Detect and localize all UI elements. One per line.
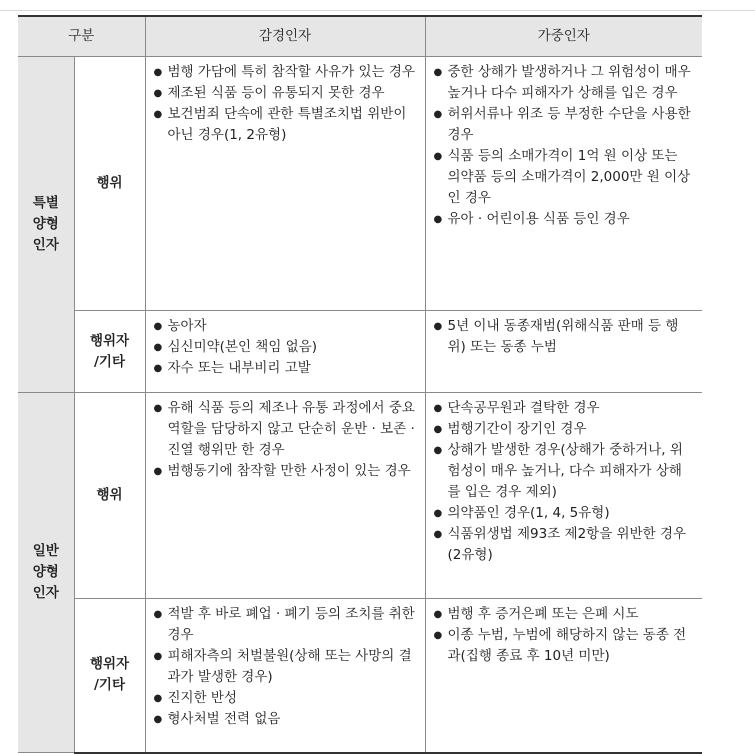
mitigating-cell xyxy=(145,393,425,599)
list-item: ● 의약품인 경우(1, 4, 5유형) xyxy=(434,503,695,524)
list-item: ● 유아 · 어린이용 식품 등인 경우 xyxy=(434,209,695,230)
list-item: ● 보건범죄 단속에 관한 특별조치법 위반이 아닌 경우(1, 2유형) xyxy=(154,104,417,146)
aggravating-cell xyxy=(425,57,702,311)
list-item: ● 자수 또는 내부비리 고발 xyxy=(154,358,417,379)
list-item: ● 범행동기에 참작할 만한 사정이 있는 경우 xyxy=(154,461,417,482)
table-row xyxy=(18,311,702,393)
list-item: ● 농아자 xyxy=(154,316,417,337)
subcategory-line: 행위자 xyxy=(89,332,130,349)
list-item: ● 유해 식품 등의 제조나 유통 과정에서 중요 역할을 담당하지 않고 단순히 운반 · 보존 · 진열 행위만 한 경우 xyxy=(154,398,417,461)
category-special-factors xyxy=(18,57,74,393)
category-general-factors xyxy=(18,393,74,753)
sentencing-factors-table xyxy=(18,15,702,754)
list-item: ● 범행기간이 장기인 경우 xyxy=(434,419,695,440)
aggravating-cell xyxy=(425,599,702,753)
list-item: ● 진지한 반성 xyxy=(154,688,417,709)
subcategory-act xyxy=(74,393,145,599)
list-item: ● 심신미약(본인 책임 없음) xyxy=(154,337,417,358)
mitigating-cell xyxy=(145,57,425,311)
category-line: 양형 xyxy=(32,564,59,580)
category-line: 양형 xyxy=(32,216,59,232)
category-line: 인자 xyxy=(32,237,59,253)
category-line: 인자 xyxy=(32,585,59,601)
mitigating-cell xyxy=(145,311,425,393)
subcategory-line: /기타 xyxy=(93,353,125,370)
top-divider xyxy=(0,10,755,11)
list-item: ● 허위서류나 위조 등 부정한 수단을 사용한 경우 xyxy=(434,104,695,146)
subcategory-actor-other xyxy=(74,311,145,393)
list-item: ● 범행 후 증거은폐 또는 은폐 시도 xyxy=(434,604,695,625)
subcategory-act xyxy=(74,57,145,311)
list-item: ● 이종 누범, 누범에 해당하지 않는 동종 전과(집행 종료 후 10년 미만) xyxy=(434,625,695,667)
aggravating-cell xyxy=(425,311,702,393)
list-item: ● 피해자측의 처벌불원(상해 또는 사망의 결과가 발생한 경우) xyxy=(154,646,417,688)
list-item: ● 5년 이내 동종재범(위해식품 판매 등 행위) 또는 동종 누범 xyxy=(434,316,695,358)
header-aggravating: 가중인자 xyxy=(425,16,702,57)
subcategory-line: 행위자 xyxy=(89,656,130,673)
subcategory-line: 행위 xyxy=(96,175,123,191)
header-mitigating: 감경인자 xyxy=(145,16,425,57)
mitigating-cell xyxy=(145,599,425,753)
table-row xyxy=(18,599,702,753)
list-item: ● 범행 가담에 특히 참작할 사유가 있는 경우 xyxy=(154,62,417,83)
subcategory-line: /기타 xyxy=(93,677,125,694)
list-item: ● 형사처벌 전력 없음 xyxy=(154,709,417,730)
category-line: 일반 xyxy=(32,543,59,559)
list-item: ● 상해가 발생한 경우(상해가 중하거나, 위험성이 매우 높거나, 다수 피해자가 상해를 입은 경우 제외) xyxy=(434,440,695,503)
category-line: 특별 xyxy=(32,195,59,211)
list-item: ● 중한 상해가 발생하거나 그 위험성이 매우 높거나 다수 피해자가 상해를 입은 경우 xyxy=(434,62,695,104)
list-item: ● 적발 후 바로 폐업 · 폐기 등의 조치를 취한 경우 xyxy=(154,604,417,646)
list-item: ● 제조된 식품 등이 유통되지 못한 경우 xyxy=(154,83,417,104)
header-category: 구분 xyxy=(18,16,145,57)
header-row xyxy=(18,16,702,57)
table-row xyxy=(18,393,702,599)
table-row xyxy=(18,57,702,311)
aggravating-cell xyxy=(425,393,702,599)
list-item: ● 단속공무원과 결탁한 경우 xyxy=(434,398,695,419)
list-item: ● 식품 등의 소매가격이 1억 원 이상 또는 의약품 등의 소매가격이 2,000만 원 이상인 경우 xyxy=(434,146,695,209)
list-item: ● 식품위생법 제93조 제2항을 위반한 경우(2유형) xyxy=(434,524,695,566)
subcategory-actor-other xyxy=(74,599,145,753)
subcategory-line: 행위 xyxy=(96,487,123,503)
